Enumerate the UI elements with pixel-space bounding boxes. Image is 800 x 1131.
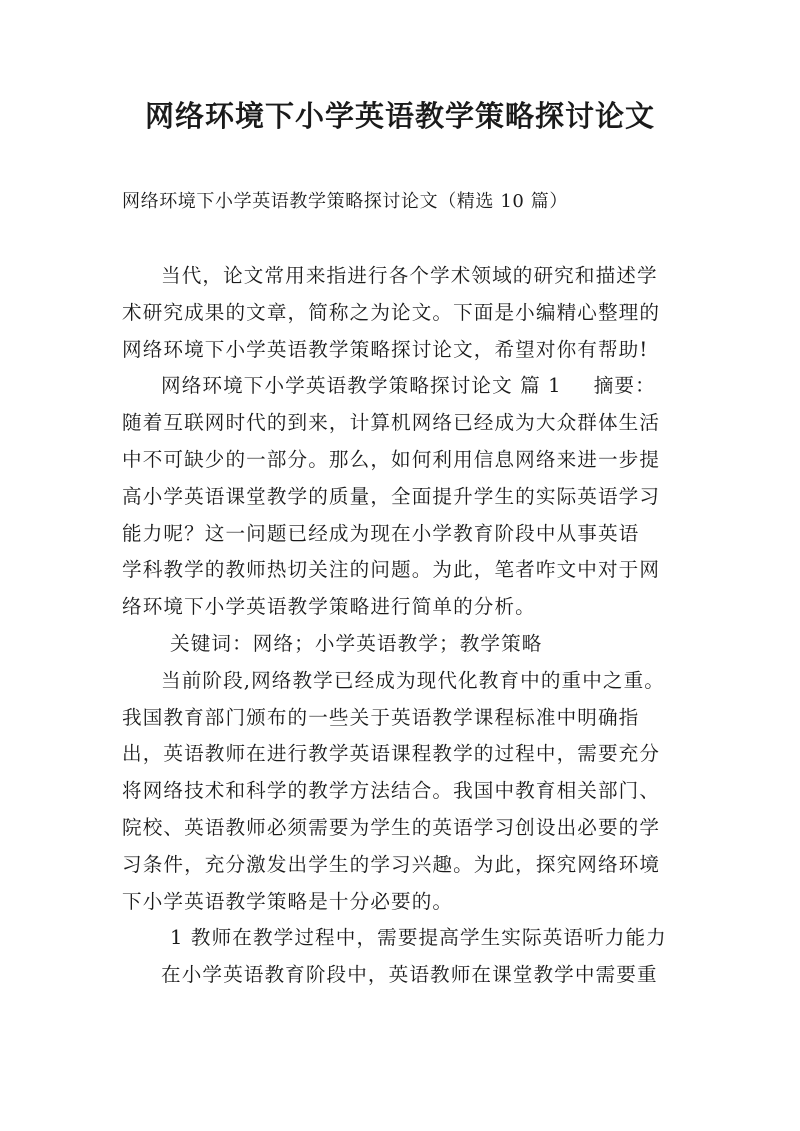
section-heading: 网络环境下小学英语教学策略探讨论文 篇 1 [161,374,562,398]
paragraph-line: 学科教学的教师热切关注的问题。为此，笔者咋文中对于网 [122,558,661,582]
paragraph-line: 在小学英语教育阶段中，英语教师在课堂教学中需要重 [161,963,658,987]
paragraph-line: 随着互联网时代的到来，计算机网络已经成为大众群体生活 [122,411,661,435]
paragraph-line: 我国教育部门颁布的一些关于英语教学课程标准中明确指 [122,705,640,729]
paragraph-line: 当前阶段,网络教学已经成为现代化教育中的重中之重。 [161,668,665,692]
paragraph-line: 络环境下小学英语教学策略进行简单的分析。 [122,595,536,619]
abstract-label: 摘要： [593,374,656,398]
document-body [122,258,682,994]
keywords-line: 关键词：网络；小学英语教学；教学策略 [170,631,543,655]
paragraph-line: 中不可缺少的一部分。那么，如何利用信息网络来进一步提 [122,447,661,471]
paragraph-line: 习条件，充分激发出学生的学习兴趣。为此，探究网络环境 [122,852,661,876]
document-subtitle: 网络环境下小学英语教学策略探讨论文（精选 10 篇） [122,191,568,212]
paragraph-line: 术研究成果的文章，简称之为论文。下面是小编精心整理的 [122,300,661,324]
document-title: 网络环境下小学英语教学策略探讨论文 [144,99,655,133]
paragraph-line: 院校、英语教师必须需要为学生的英语学习创设出必要的学 [122,815,661,839]
paragraph-line: 能力呢？这一问题已经成为现在小学教育阶段中从事英语 [122,521,640,545]
section-heading-line [122,368,682,405]
section-subheading: 1 教师在教学过程中，需要提高学生实际英语听力能力 [170,926,667,950]
paragraph-line: 下小学英语教学策略是十分必要的。 [122,889,454,913]
paragraph-line: 当代，论文常用来指进行各个学术领域的研究和描述学 [161,264,658,287]
paragraph-line: 将网络技术和科学的教学方法结合。我国中教育相关部门、 [122,779,661,803]
paragraph-line: 高小学英语课堂教学的质量，全面提升学生的实际英语学习 [122,484,661,508]
paragraph-line: 出，英语教师在进行教学英语课程教学的过程中，需要充分 [122,742,661,766]
paragraph-line: 网络环境下小学英语教学策略探讨论文，希望对你有帮助! [122,337,649,361]
